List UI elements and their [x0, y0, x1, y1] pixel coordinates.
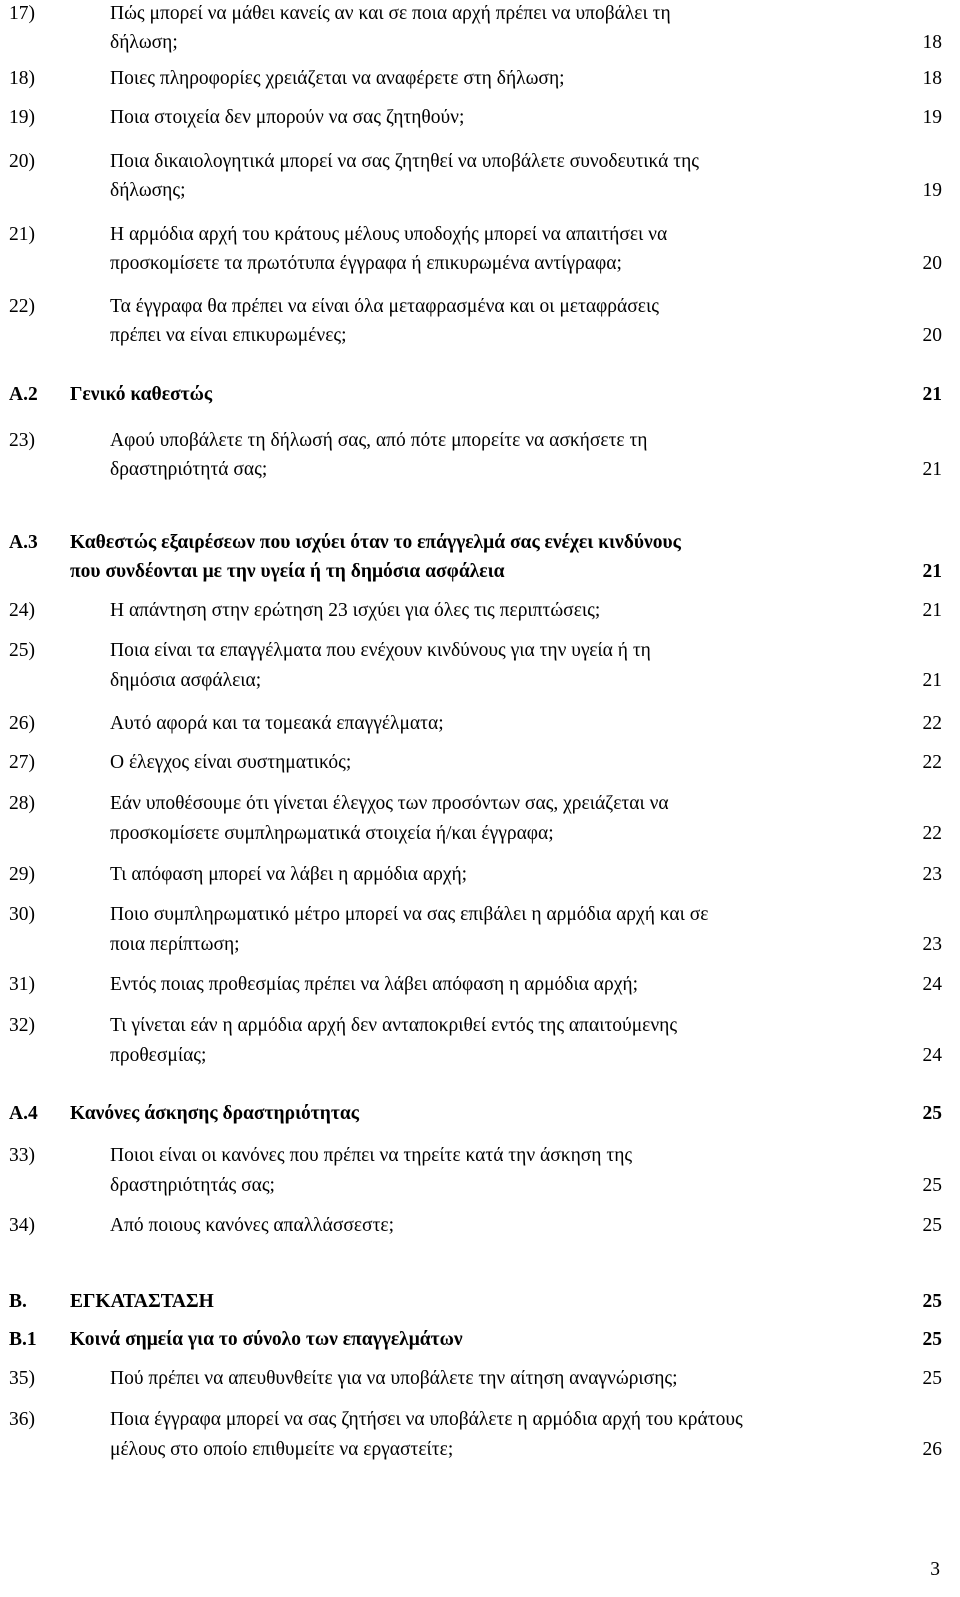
entry-page: 18 [922, 32, 942, 53]
entry-title: δραστηριότητάς σας; [110, 1175, 275, 1196]
entry-title-line: Αφού υποβάλετε τη δήλωσή σας, από πότε μπορείτε να ασκήσετε τη [110, 430, 648, 451]
entry-page: 19 [922, 107, 942, 128]
entry-number: 30) [9, 904, 35, 925]
entry-title: δήλωση; [110, 32, 178, 53]
entry-number: 26) [9, 713, 35, 734]
entry-page: 20 [922, 325, 942, 346]
entry-title-line: Τι γίνεται εάν η αρμόδια αρχή δεν ανταποκριθεί εντός της απαιτούμενης [110, 1015, 678, 1036]
section-title: Γενικό καθεστώς [70, 384, 213, 405]
section-number: A.4 [9, 1103, 38, 1124]
section-title: που συνδέονται με την υγεία ή τη δημόσια ασφάλεια [70, 561, 505, 582]
entry-title: Ποιες πληροφορίες χρειάζεται να αναφέρετε στη δήλωση; [110, 68, 565, 89]
section-title-line: Καθεστώς εξαιρέσεων που ισχύει όταν το επάγγελμά σας ενέχει κινδύνους [70, 532, 681, 553]
entry-page: 26 [922, 1439, 942, 1460]
entry-number: 29) [9, 864, 35, 885]
entry-number: 17) [9, 3, 35, 24]
entry-page: 19 [922, 180, 942, 201]
entry-title: Ο έλεγχος είναι συστηματικός; [110, 752, 352, 773]
entry-title: πρέπει να είναι επικυρωμένες; [110, 325, 347, 346]
entry-page: 22 [922, 713, 942, 734]
entry-page: 22 [922, 752, 942, 773]
page-number: 3 [930, 1559, 940, 1580]
entry-title-line: Πώς μπορεί να μάθει κανείς αν και σε ποια αρχή πρέπει να υποβάλει τη [110, 3, 671, 24]
entry-title: προθεσμίας; [110, 1045, 207, 1066]
entry-title: Από ποιους κανόνες απαλλάσσεστε; [110, 1215, 395, 1236]
entry-title: δήλωσης; [110, 180, 186, 201]
entry-page: 21 [922, 459, 942, 480]
entry-page: 21 [922, 670, 942, 691]
entry-title: Η απάντηση στην ερώτηση 23 ισχύει για όλες τις περιπτώσεις; [110, 600, 601, 621]
entry-page: 23 [922, 864, 942, 885]
entry-title: δημόσια ασφάλεια; [110, 670, 262, 691]
entry-page: 18 [922, 68, 942, 89]
entry-page: 25 [922, 1215, 942, 1236]
entry-title: Τι απόφαση μπορεί να λάβει η αρμόδια αρχή; [110, 864, 468, 885]
entry-page: 25 [922, 1175, 942, 1196]
entry-number: 18) [9, 68, 35, 89]
entry-number: 25) [9, 640, 35, 661]
entry-number: 19) [9, 107, 35, 128]
entry-title: προσκομίσετε συμπληρωματικά στοιχεία ή/και έγγραφα; [110, 823, 554, 844]
entry-number: 22) [9, 296, 35, 317]
entry-page: 25 [922, 1103, 942, 1124]
entry-page: 20 [922, 253, 942, 274]
entry-title: Εντός ποιας προθεσμίας πρέπει να λάβει απόφαση η αρμόδια αρχή; [110, 974, 639, 995]
entry-page: 21 [922, 561, 942, 582]
entry-title: Πού πρέπει να απευθυνθείτε για να υποβάλετε την αίτηση αναγνώρισης; [110, 1368, 678, 1389]
entry-title-line: Ποιο συμπληρωματικό μέτρο μπορεί να σας επιβάλει η αρμόδια αρχή και σε [110, 904, 709, 925]
entry-title: δραστηριότητά σας; [110, 459, 268, 480]
entry-title: ποια περίπτωση; [110, 934, 240, 955]
entry-title: Αυτό αφορά και τα τομεακά επαγγέλματα; [110, 713, 444, 734]
section-title: Κοινά σημεία για το σύνολο των επαγγελμάτων [70, 1329, 463, 1350]
section-number: B.1 [9, 1329, 37, 1350]
entry-page: 25 [922, 1368, 942, 1389]
entry-page: 25 [922, 1291, 942, 1312]
entry-number: 31) [9, 974, 35, 995]
entry-title-line: Ποια έγγραφα μπορεί να σας ζητήσει να υποβάλετε η αρμόδια αρχή του κράτους [110, 1409, 743, 1430]
entry-number: 35) [9, 1368, 35, 1389]
entry-number: 34) [9, 1215, 35, 1236]
section-title: ΕΓΚΑΤΑΣΤΑΣΗ [70, 1291, 214, 1312]
entry-number: 24) [9, 600, 35, 621]
entry-number: 21) [9, 224, 35, 245]
section-number: B. [9, 1291, 27, 1312]
entry-title-line: Ποιοι είναι οι κανόνες που πρέπει να τηρείτε κατά την άσκηση της [110, 1145, 633, 1166]
entry-number: 28) [9, 793, 35, 814]
entry-title: Ποια στοιχεία δεν μπορούν να σας ζητηθούν; [110, 107, 465, 128]
entry-title-line: Ποια είναι τα επαγγέλματα που ενέχουν κινδύνους για την υγεία ή τη [110, 640, 651, 661]
entry-page: 21 [922, 600, 942, 621]
entry-number: 33) [9, 1145, 35, 1166]
entry-page: 22 [922, 823, 942, 844]
entry-page: 25 [922, 1329, 942, 1350]
entry-number: 20) [9, 151, 35, 172]
entry-title-line: Ποια δικαιολογητικά μπορεί να σας ζητηθεί να υποβάλετε συνοδευτικά της [110, 151, 700, 172]
entry-number: 23) [9, 430, 35, 451]
entry-number: 36) [9, 1409, 35, 1430]
entry-page: 24 [922, 974, 942, 995]
entry-number: 32) [9, 1015, 35, 1036]
entry-page: 24 [922, 1045, 942, 1066]
entry-page: 23 [922, 934, 942, 955]
entry-title: μέλους στο οποίο επιθυμείτε να εργαστείτε; [110, 1439, 454, 1460]
section-title: Κανόνες άσκησης δραστηριότητας [70, 1103, 359, 1124]
entry-title-line: Εάν υποθέσουμε ότι γίνεται έλεγχος των προσόντων σας, χρειάζεται να [110, 793, 669, 814]
section-number: A.2 [9, 384, 38, 405]
entry-number: 27) [9, 752, 35, 773]
entry-title-line: Τα έγγραφα θα πρέπει να είναι όλα μεταφρασμένα και οι μεταφράσεις [110, 296, 659, 317]
entry-page: 21 [922, 384, 942, 405]
entry-title-line: Η αρμόδια αρχή του κράτους μέλους υποδοχής μπορεί να απαιτήσει να [110, 224, 668, 245]
section-number: A.3 [9, 532, 38, 553]
entry-title: προσκομίσετε τα πρωτότυπα έγγραφα ή επικυρωμένα αντίγραφα; [110, 253, 622, 274]
